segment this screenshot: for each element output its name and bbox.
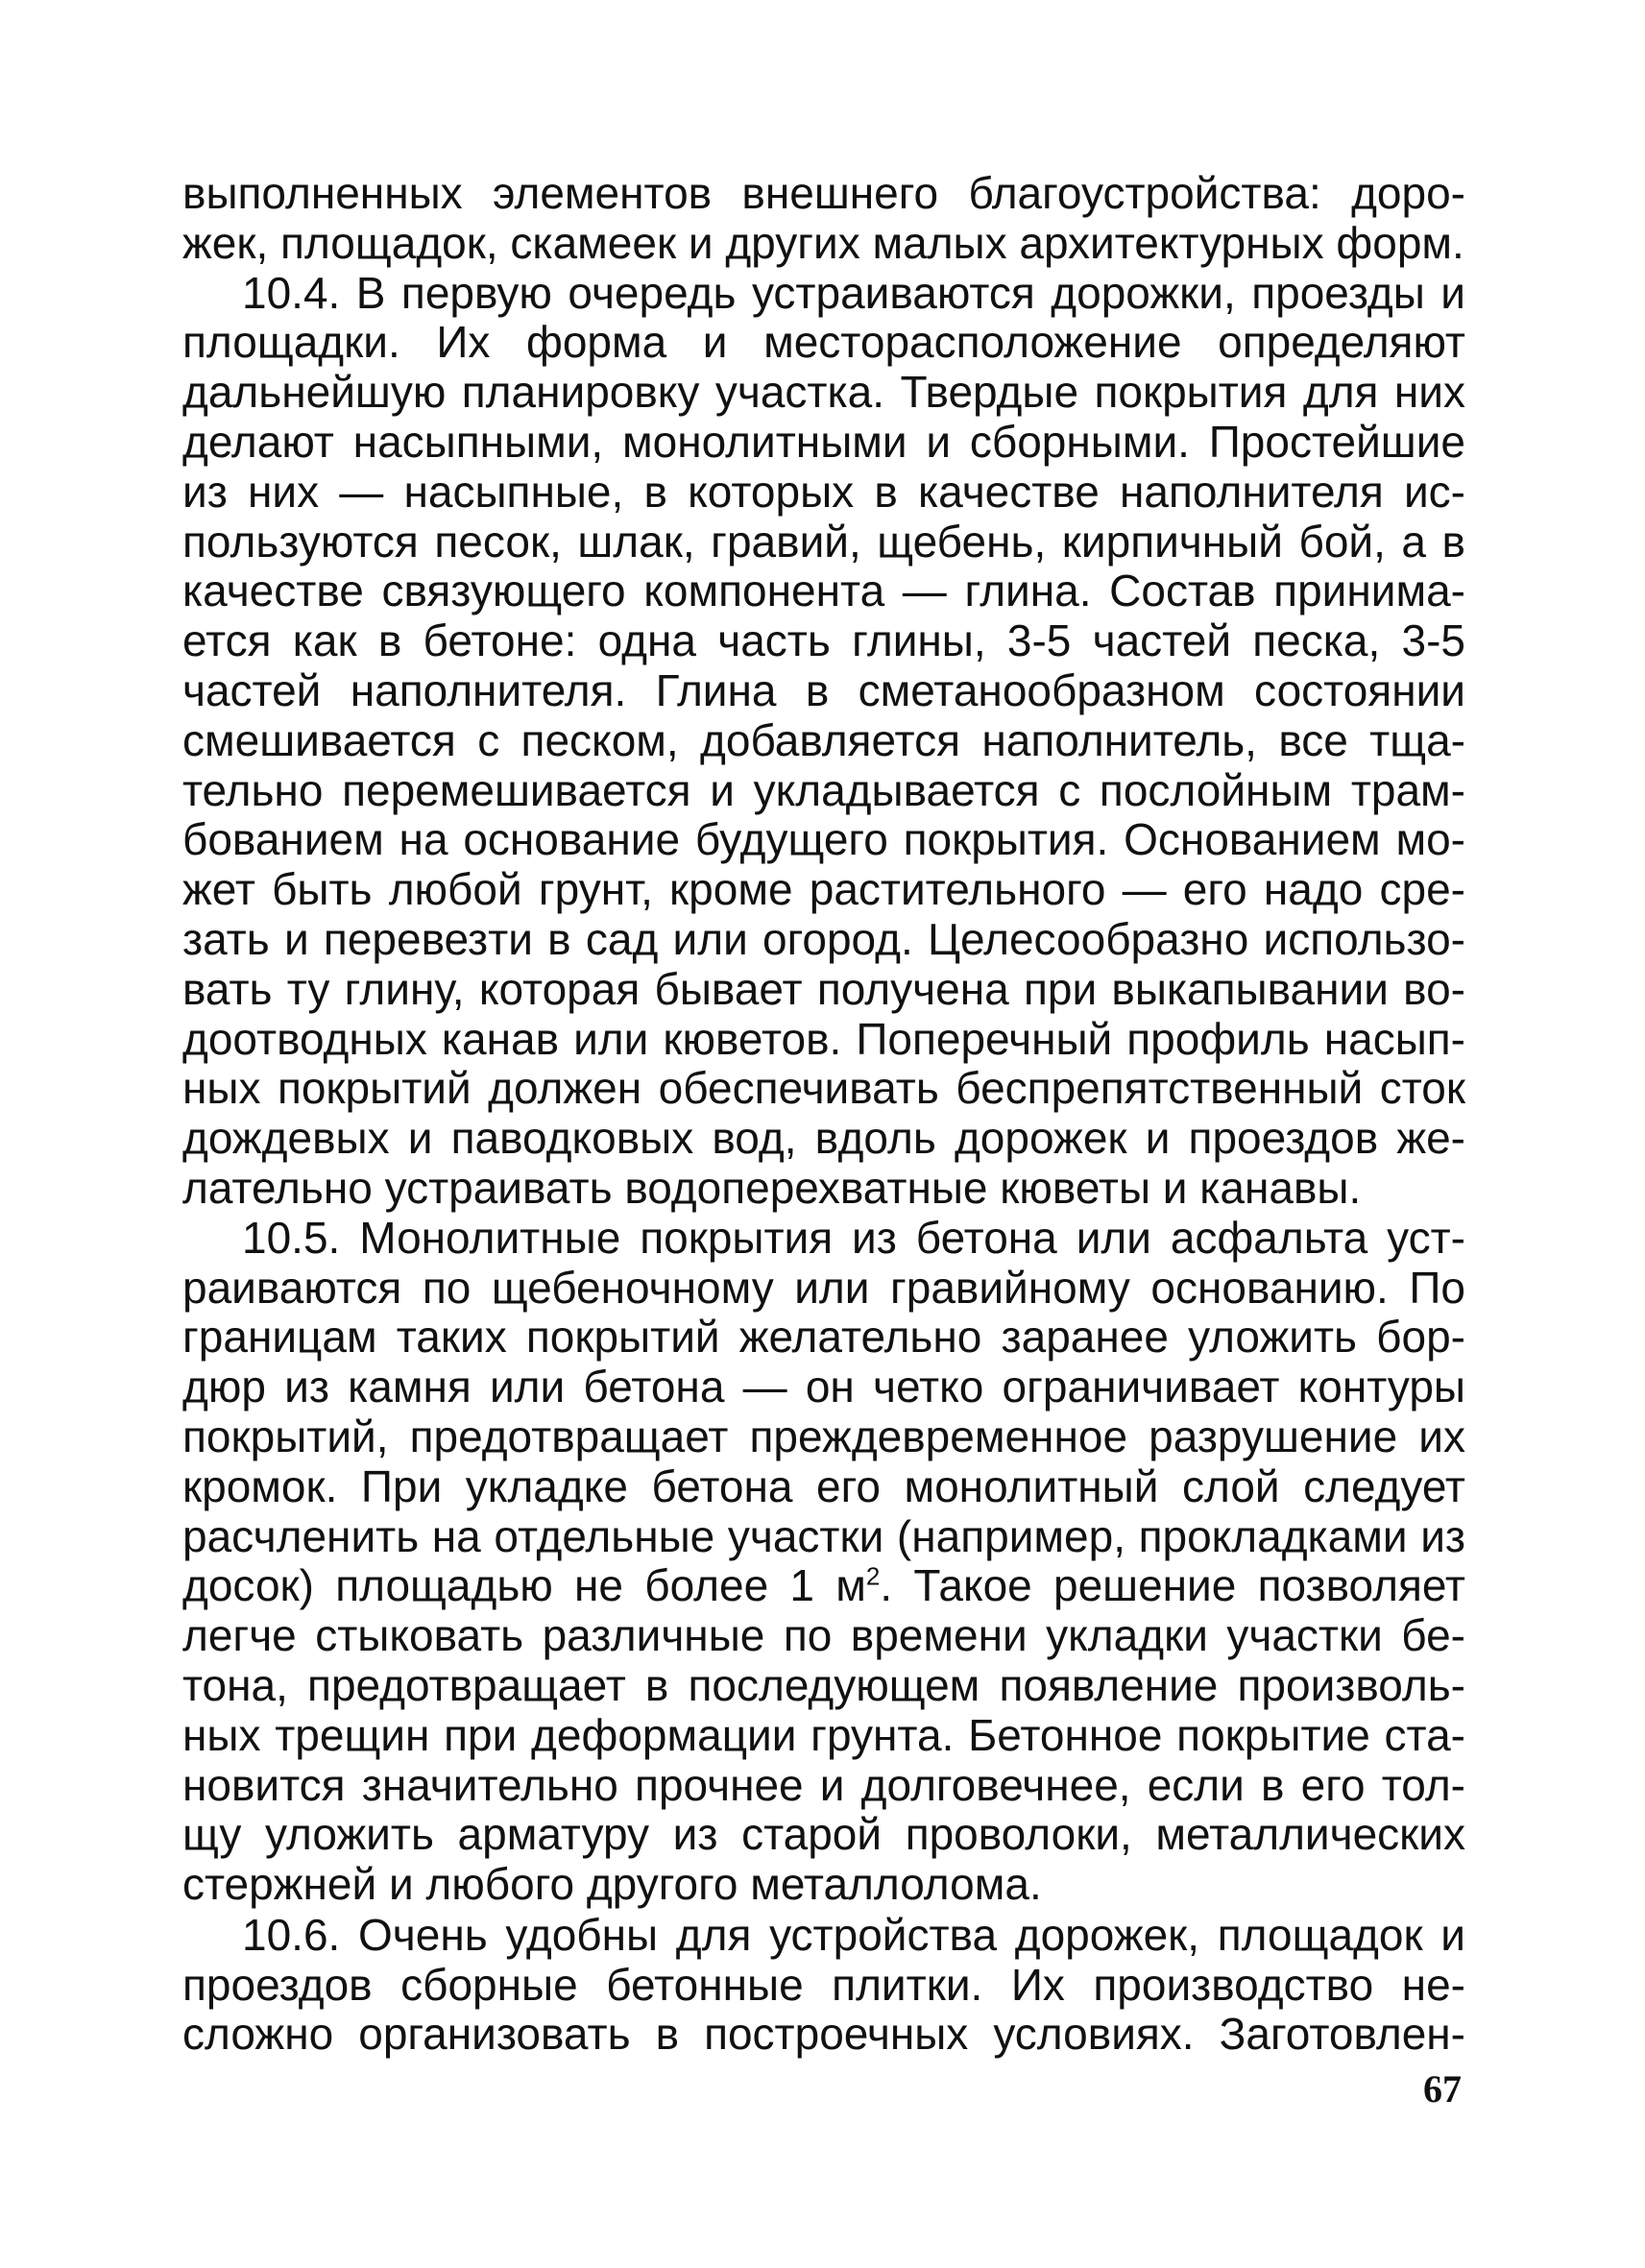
text-line: жет быть любой грунт, кроме растительного — его надо сре- xyxy=(182,864,1465,915)
text-line: расчленить на отдельные участки (например, прокладками из xyxy=(182,1510,1465,1561)
text-line: ется как в бетоне: одна часть глины, 3-5 частей песка, 3-5 xyxy=(182,615,1465,666)
text-line: выполненных элементов внешнего благоустройства: доро- xyxy=(182,168,1465,218)
text-line: ных покрытий должен обеспечивать беспрепятственный сток xyxy=(182,1063,1465,1114)
text-line: легче стыковать различные по времени укладки участки бе- xyxy=(182,1610,1465,1661)
text-line: проездов сборные бетонные плитки. Их производство не- xyxy=(182,1959,1465,2010)
paragraph-start-10-5: 10.5. Монолитные покрытия из бетона или асфальта уст- xyxy=(242,1212,1465,1263)
text-line: из них — насыпные, в которых в качестве наполнителя ис- xyxy=(182,466,1465,517)
text-line: бованием на основание будущего покрытия. Основанием мо- xyxy=(182,814,1465,865)
paragraph-start-10-6: 10.6. Очень удобны для устройства дорожек, площадок и xyxy=(242,1909,1465,1960)
text-line: покрытий, предотвращает преждевременное разрушение их xyxy=(182,1411,1465,1461)
text-line: раиваются по щебеночному или гравийному основанию. По xyxy=(182,1262,1465,1313)
text-line: тона, предотвращает в последующем появление произволь- xyxy=(182,1659,1465,1710)
text-line: щу уложить арматуру из старой проволоки, металлических xyxy=(182,1809,1465,1860)
text-line: вать ту глину, которая бывает получена при выкапывании во- xyxy=(182,963,1465,1014)
text-line: кромок. При укладке бетона его монолитный слой следует xyxy=(182,1460,1465,1511)
text-line: тельно перемешивается и укладывается с послойным трам- xyxy=(182,764,1465,815)
text-line: новится значительно прочнее и долговечнее, если в его тол- xyxy=(182,1759,1465,1810)
text-line: границам таких покрытий желательно заранее уложить бор- xyxy=(182,1312,1465,1363)
text-line: дальнейшую планировку участка. Твердые покрытия для них xyxy=(182,367,1465,418)
text-line: дождевых и паводковых вод, вдоль дорожек и проездов же- xyxy=(182,1113,1465,1164)
text-line: дюр из камня или бетона — он четко ограничивает контуры xyxy=(182,1362,1465,1412)
text-line: лательно устраивать водоперехватные кюветы и канавы. xyxy=(182,1162,1362,1213)
text-line: доотводных канав или кюветов. Поперечный профиль насып- xyxy=(182,1013,1465,1064)
paragraph-start-10-4: 10.4. В первую очередь устраиваются дорожки, проезды и xyxy=(242,267,1465,318)
text-line: стержней и любого другого металлолома. xyxy=(182,1859,1042,1910)
text-line-tail: . Такое решение позволяет xyxy=(880,1560,1466,1611)
text-line: площадки. Их форма и месторасположение определяют xyxy=(182,317,1465,368)
text-line: ных трещин при деформации грунта. Бетонное покрытие ста- xyxy=(182,1709,1465,1760)
text-line: сложно организовать в построечных условиях. Заготовлен- xyxy=(182,2009,1465,2060)
text-line: жек, площадок, скамеек и других малых архитектурных форм. xyxy=(182,217,1464,268)
text-line: смешивается с песком, добавляется наполнитель, все тща- xyxy=(182,714,1465,765)
text-line: частей наполнителя. Глина в сметанообразном состоянии xyxy=(182,664,1465,715)
superscript-square: 2 xyxy=(865,1561,881,1591)
text-line-head: досок) площадью не более 1 м xyxy=(182,1560,866,1611)
text-line-with-superscript xyxy=(182,1561,1465,1611)
text-line: пользуются песок, шлак, гравий, щебень, кирпичный бой, а в xyxy=(182,516,1465,567)
text-line: делают насыпными, монолитными и сборными. Простейшие xyxy=(182,416,1465,467)
page-number: 67 xyxy=(1423,2067,1462,2111)
text-line: качестве связующего компонента — глина. Состав принима- xyxy=(182,566,1465,616)
text-line: зать и перевезти в сад или огород. Целесообразно использо- xyxy=(182,913,1465,964)
page-text-block xyxy=(182,169,1465,2060)
